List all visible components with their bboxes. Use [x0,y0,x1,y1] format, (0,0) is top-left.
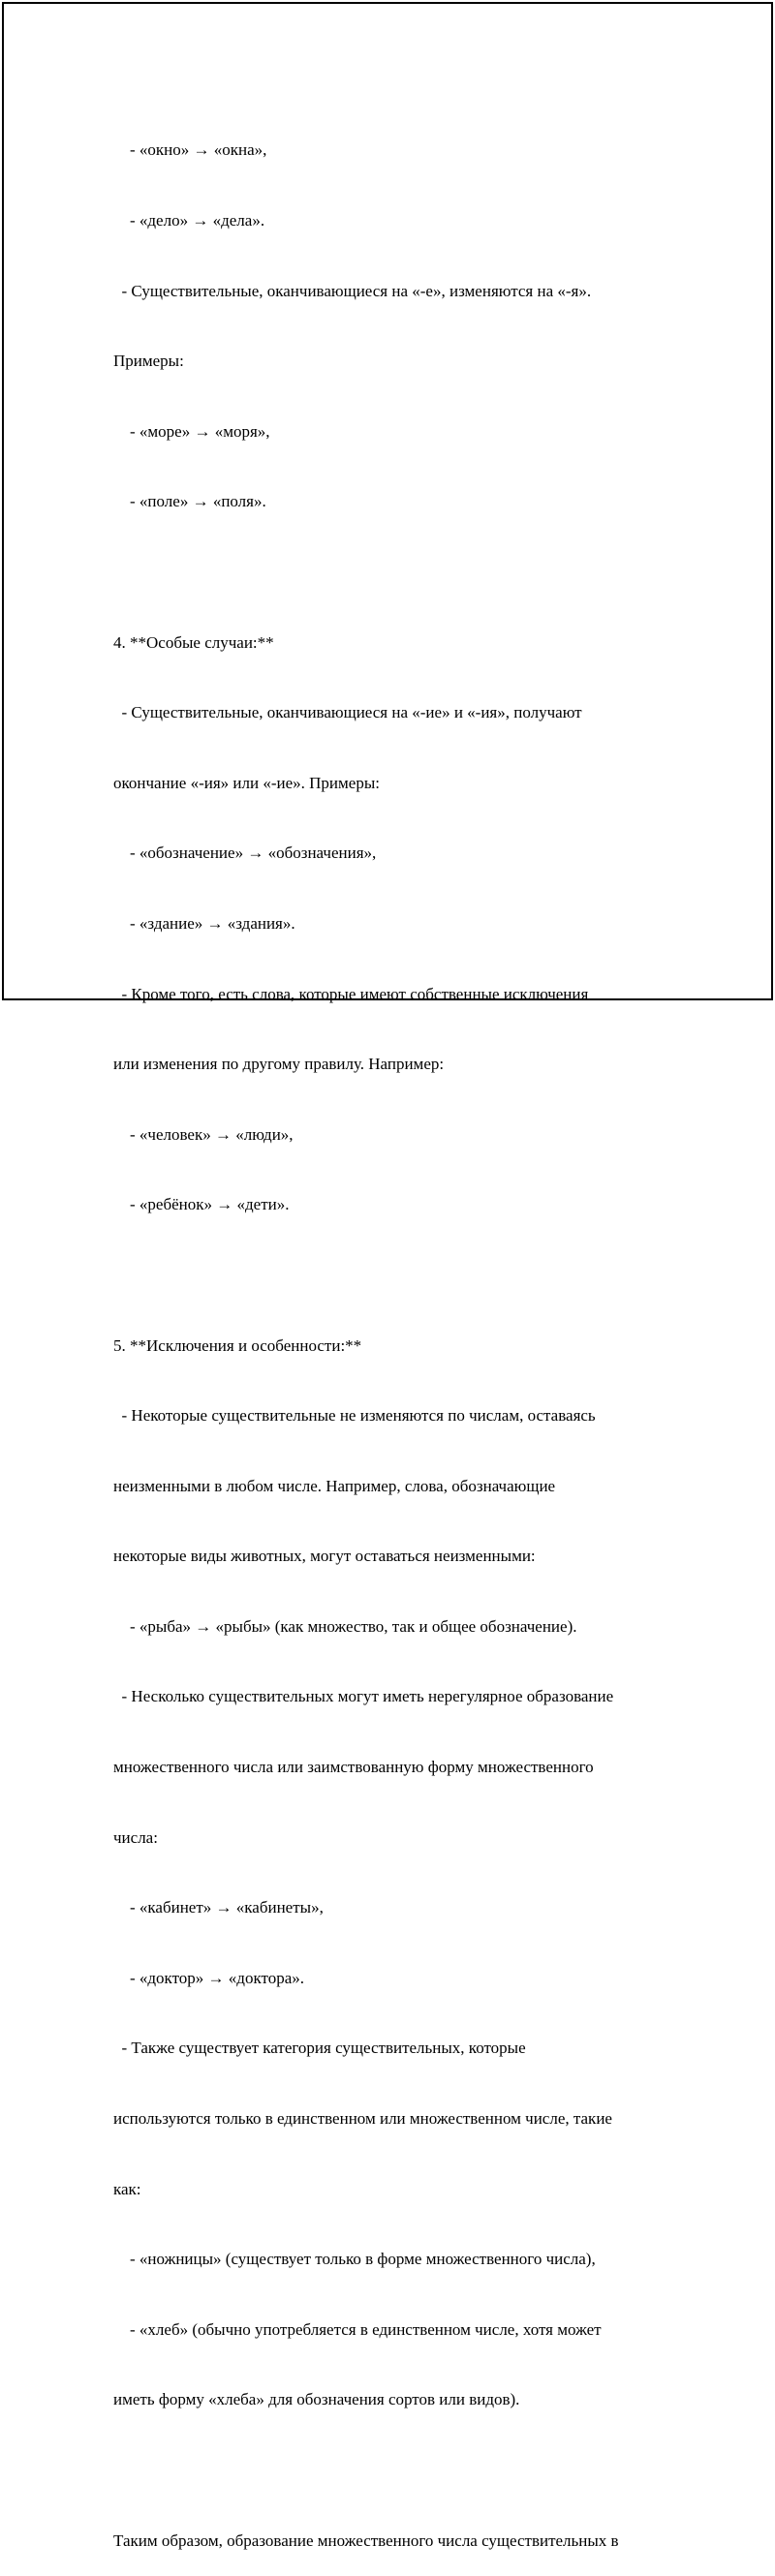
text-line: - «окно» → «окна», [113,140,267,160]
text-line: - Существительные, оканчивающиеся на «-е», изменяются на «-я». [113,281,592,300]
blank-line [113,2459,714,2482]
text-line: - «рыба» → «рыбы» (как множество, так и общее обозначение). [113,1616,577,1636]
text-line: Примеры: [113,352,184,371]
text-line: - «ребёнок» → «дети». [113,1195,290,1214]
text-line: некоторые виды животных, могут оставаться неизменными: [113,1547,536,1566]
text-line: - «здание» → «здания». [113,913,295,933]
text-line: числа: [113,1827,158,1847]
text-line: используются только в единственном или множественном числе, такие [113,2109,612,2129]
text-line: как: [113,2179,141,2198]
blank-line [113,561,714,584]
text-line: - «ножницы» (существует только в форме множественного числа), [113,2250,596,2269]
text-line: неизменными в любом числе. Например, слова, обозначающие [113,1476,556,1495]
text-line: множественного числа или заимствованную форму множественного [113,1758,594,1777]
text-line: или изменения по другому правилу. Например: [113,1055,445,1074]
text-line: - Также существует категория существительных, которые [113,2039,526,2058]
section-heading: 5. **Исключения и особенности:** [113,1335,362,1355]
text-line: Таким образом, образование множественного числа существительных в [113,2530,619,2550]
text-line: - Существительные, оканчивающиеся на «-ие» и «-ия», получают [113,703,582,722]
text-line: - Кроме того, есть слова, которые имеют собственные исключения [113,984,589,1003]
section-heading: 4. **Особые случаи:** [113,632,274,652]
text-line: - «хлеб» (обычно употребляется в единственном числе, хотя может [113,2319,602,2339]
text-line: - Несколько существительных могут иметь нерегулярное образование [113,1687,614,1706]
text-line: - «обозначение» → «обозначения», [113,843,377,863]
text-line: - «кабинет» → «кабинеты», [113,1898,324,1917]
text-line: окончание «-ия» или «-ие». Примеры: [113,773,380,792]
text-line: - Некоторые существительные не изменяются по числам, оставаясь [113,1406,596,1426]
text-line: - «человек» → «люди», [113,1124,294,1144]
text-line: - «дело» → «дела». [113,211,265,230]
text-line: иметь форму «хлеба» для обозначения сортов или видов). [113,2390,520,2409]
blank-line [113,1264,714,1287]
text-line: - «доктор» → «доктора». [113,1968,304,1987]
text-line: - «море» → «моря», [113,421,270,441]
document-body [113,92,714,2576]
text-line: - «поле» → «поля». [113,492,266,511]
